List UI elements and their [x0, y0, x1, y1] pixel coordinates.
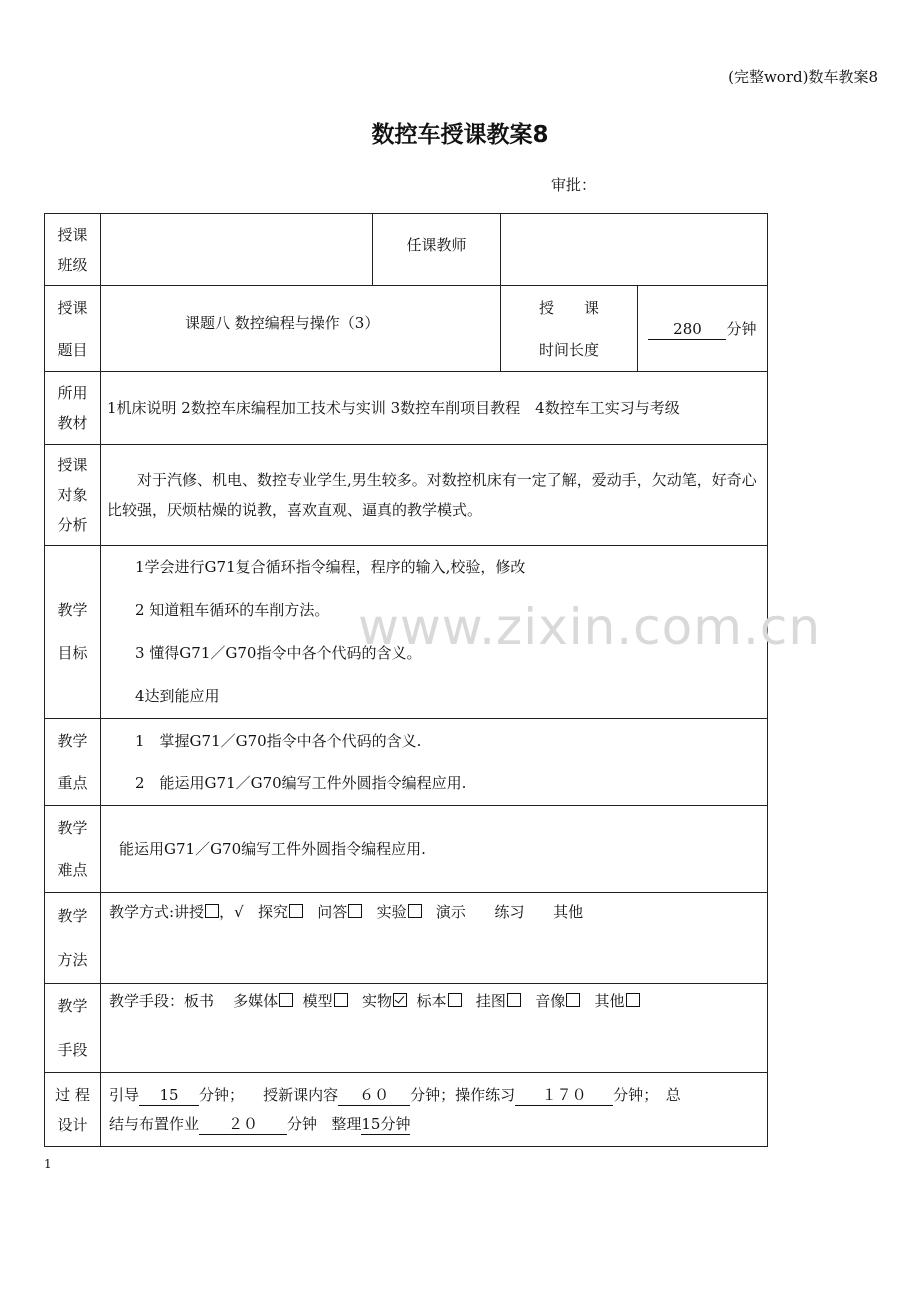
row-method: [45, 893, 768, 984]
watermark: www.zixin.com.cn: [358, 598, 822, 656]
duration-cell: [638, 286, 768, 372]
key-list: [101, 719, 768, 806]
material-value: 1机床说明 2数控车床编程加工技术与实训 3数控车削项目教程 4数控车工实习与考级: [101, 372, 768, 445]
checkbox-wall-chart[interactable]: [507, 993, 521, 1007]
intro-minutes: 15: [139, 1085, 199, 1106]
difficulty-value: 能运用G71／G70编写工件外圆指令编程应用.: [101, 806, 768, 893]
means-options: 教学手段：板书 多媒体 模型 实物 标本 挂图 音像 其他: [101, 984, 768, 1073]
class-label: 授课 班级: [45, 214, 101, 286]
checkbox-model[interactable]: [334, 993, 348, 1007]
method-label: 教学 方法: [45, 893, 101, 984]
checkbox-multimedia[interactable]: [279, 993, 293, 1007]
approval-label: 审批：: [551, 176, 597, 194]
row-means: [45, 984, 768, 1073]
means-label: 教学 手段: [45, 984, 101, 1073]
checkbox-qa[interactable]: [348, 904, 362, 918]
audience-value: 对于汽修、机电、数控专业学生,男生较多。对数控机床有一定了解，爱动手，欠动笔，好奇心比较强，厌烦枯燥的说教，喜欢直观、逼真的教学模式。: [101, 445, 768, 546]
topic-label: 授课 题目: [45, 286, 101, 372]
teacher-value: [501, 214, 768, 286]
teacher-label: 任课教师: [373, 214, 501, 286]
row-process: [45, 1073, 768, 1147]
goal-item: 4达到能应用: [135, 687, 220, 705]
duration-unit: 分钟: [726, 319, 757, 338]
document-header-label: (完整word)数车教案8: [728, 68, 878, 86]
row-topic: [45, 286, 768, 372]
row-class: [45, 214, 768, 286]
topic-value: 课题八 数控编程与操作（3）: [101, 286, 501, 372]
duration-value: 280: [648, 319, 726, 340]
summary-minutes: ２０: [199, 1114, 287, 1135]
page-title: 数控车授课教案8: [371, 122, 549, 148]
page-number: 1: [44, 1157, 52, 1171]
process-value: 引导 15 分钟； 授新课内容 ６０ 分钟；操作练习 １７０ 分钟； 总 结与布置作业 ２０ 分钟 整理15分钟: [101, 1073, 768, 1147]
key-item: 1 掌握G71／G70指令中各个代码的含义.: [135, 732, 422, 750]
material-label: 所用 教材: [45, 372, 101, 445]
difficulty-label: 教学 难点: [45, 806, 101, 893]
row-material: [45, 372, 768, 445]
process-label: 过 程 设计: [45, 1073, 101, 1147]
lesson-plan-table: [44, 213, 768, 1147]
key-item: 2 能运用G71／G70编写工件外圆指令编程应用.: [135, 774, 467, 792]
practice-minutes: １７０: [515, 1085, 613, 1106]
row-key: [45, 719, 768, 806]
duration-label: 授 课 时间长度: [501, 286, 638, 372]
new-lesson-minutes: ６０: [338, 1085, 410, 1106]
checkbox-audio-video[interactable]: [566, 993, 580, 1007]
method-options: 教学方式:讲授 ，√ 探究 问答 实验 演示 练习 其他: [101, 893, 768, 984]
row-audience: [45, 445, 768, 546]
goal-item: 2 知道粗车循环的车削方法。: [135, 601, 330, 619]
checkbox-physical-object[interactable]: [393, 993, 407, 1007]
goals-label: 教学 目标: [45, 546, 101, 719]
checkbox-experiment[interactable]: [408, 904, 422, 918]
key-label: 教学 重点: [45, 719, 101, 806]
goal-item: 1学会进行G71复合循环指令编程，程序的输入,校验，修改: [135, 558, 526, 576]
class-value: [101, 214, 373, 286]
checkbox-other[interactable]: [626, 993, 640, 1007]
checkbox-explore[interactable]: [289, 904, 303, 918]
audience-label: 授课 对象 分析: [45, 445, 101, 546]
tidy-minutes: 15分钟: [361, 1114, 411, 1133]
goal-item: 3 懂得G71／G70指令中各个代码的含义。: [135, 644, 422, 662]
checkbox-specimen[interactable]: [448, 993, 462, 1007]
row-difficulty: [45, 806, 768, 893]
checkbox-lecture[interactable]: [205, 904, 219, 918]
